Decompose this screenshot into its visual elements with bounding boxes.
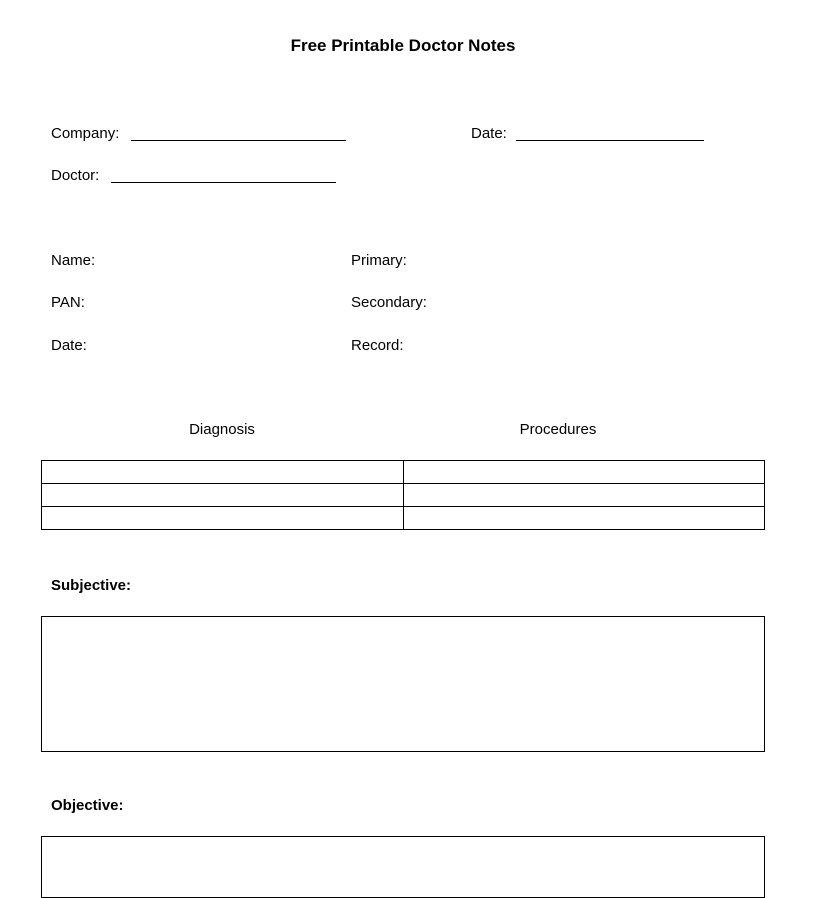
table-row <box>42 461 765 484</box>
company-field[interactable] <box>131 140 346 141</box>
procedures-cell[interactable] <box>403 507 765 530</box>
diagnosis-header: Diagnosis <box>189 421 255 438</box>
subjective-box[interactable] <box>41 616 765 752</box>
subjective-label: Subjective: <box>51 577 132 594</box>
header-date-field[interactable] <box>516 140 704 141</box>
diagnosis-cell[interactable] <box>42 507 404 530</box>
procedures-cell[interactable] <box>403 461 765 484</box>
table-row <box>42 484 765 507</box>
table-row <box>42 507 765 530</box>
procedures-cell[interactable] <box>403 484 765 507</box>
company-label: Company: <box>51 125 120 142</box>
objective-box[interactable] <box>41 836 765 898</box>
header-date-label: Date: <box>471 125 507 142</box>
record-label: Record: <box>351 337 404 354</box>
diagnosis-cell[interactable] <box>42 484 404 507</box>
diagnosis-procedures-table <box>41 460 765 530</box>
secondary-label: Secondary: <box>351 294 427 311</box>
diagnosis-cell[interactable] <box>42 461 404 484</box>
pan-label: PAN: <box>51 294 85 311</box>
objective-label: Objective: <box>51 797 124 814</box>
doctor-label: Doctor: <box>51 167 100 184</box>
patient-date-label: Date: <box>51 337 87 354</box>
procedures-header: Procedures <box>519 421 597 438</box>
name-label: Name: <box>51 252 96 269</box>
doctor-field[interactable] <box>111 182 336 183</box>
document-title: Free Printable Doctor Notes <box>290 36 516 55</box>
primary-label: Primary: <box>351 252 407 269</box>
